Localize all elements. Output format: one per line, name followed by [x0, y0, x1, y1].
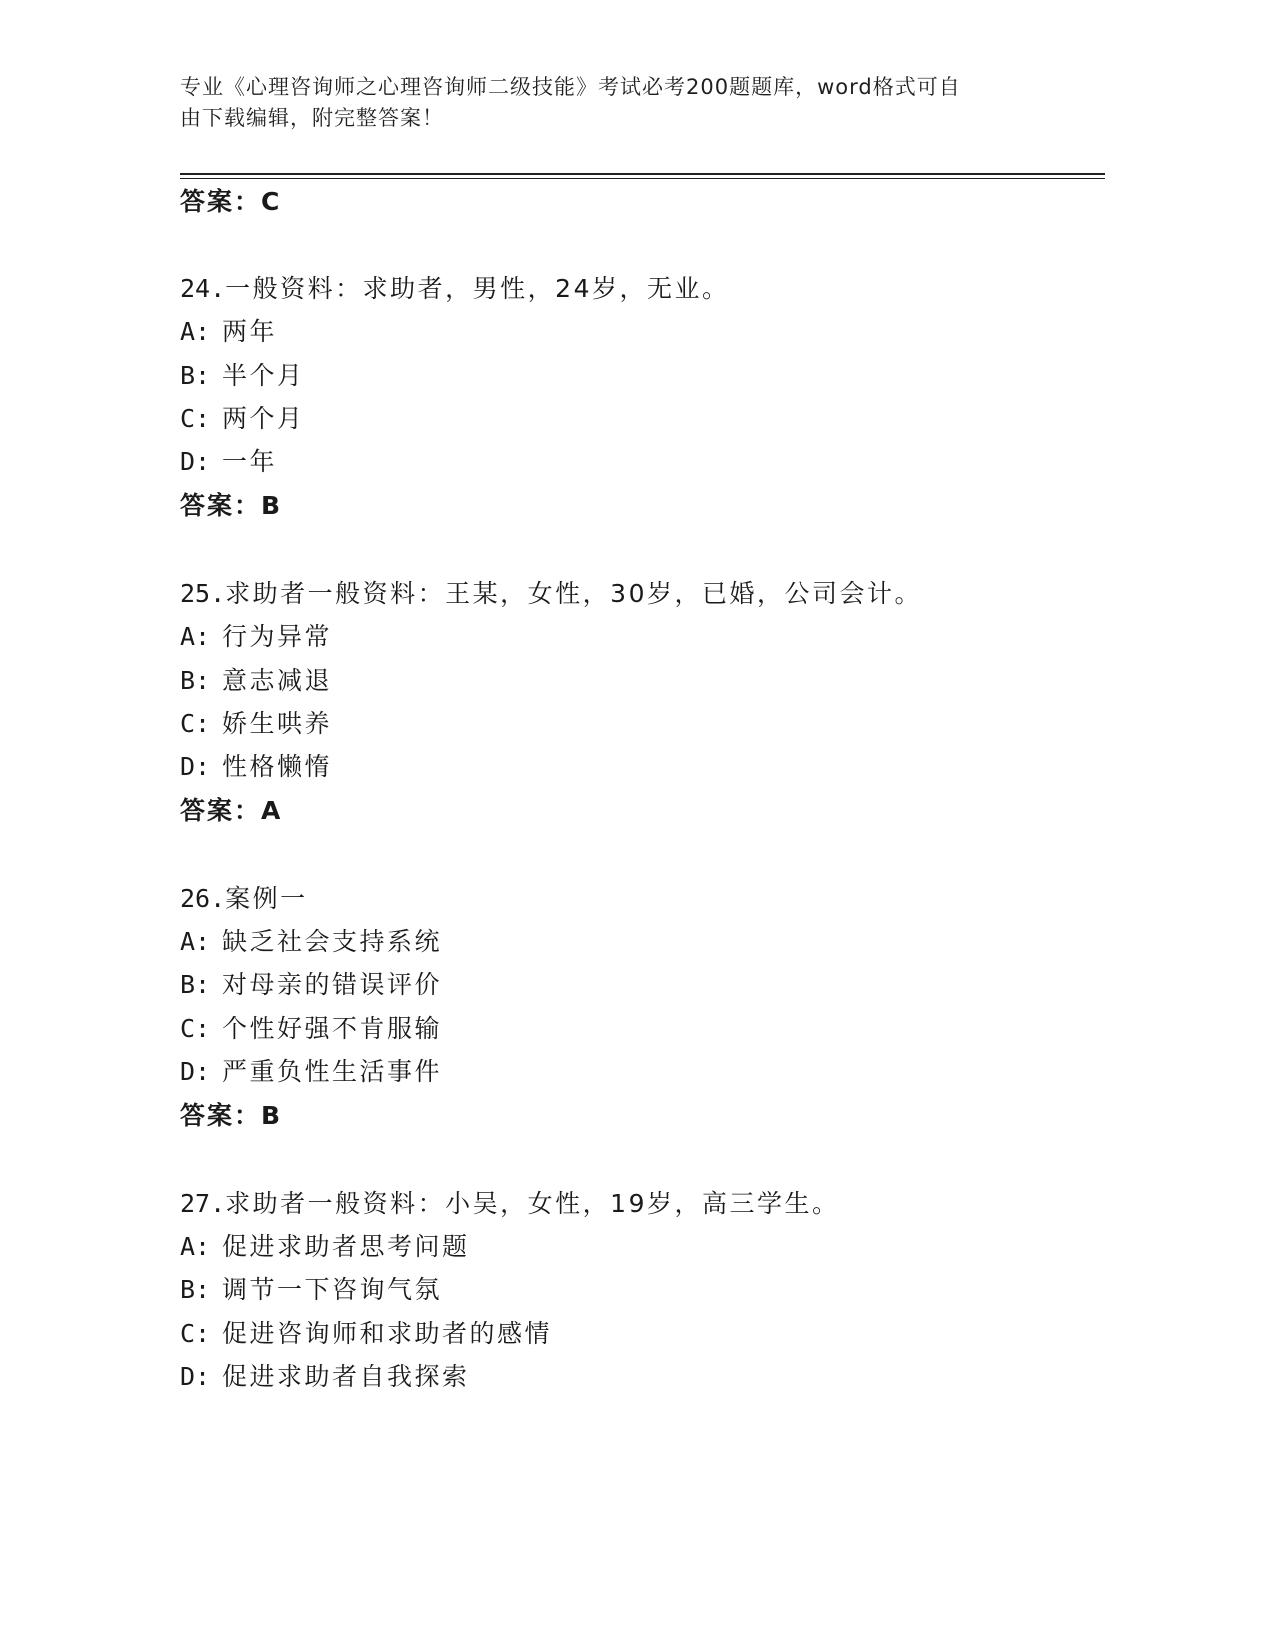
answer-line: 答案：A: [180, 796, 283, 825]
answer-line: 答案：B: [180, 1101, 283, 1130]
option-letter: A:: [180, 1232, 211, 1261]
option-b: [180, 1274, 442, 1306]
option-c: [180, 708, 332, 740]
option-d: [180, 446, 277, 478]
option-text: 娇生哄养: [222, 709, 333, 738]
option-a: [180, 316, 277, 348]
option-b: [180, 665, 332, 697]
question-text: 求助者一般资料：小吴，女性，19岁，高三学生。: [225, 1189, 840, 1218]
option-text: 性格懒惰: [222, 752, 333, 781]
question-text: 求助者一般资料：王某，女性，30岁，已婚，公司会计。: [225, 579, 922, 608]
header-divider-thick: [180, 173, 1105, 175]
option-a: [180, 926, 442, 958]
option-letter: C:: [180, 1319, 211, 1348]
option-text: 一年: [222, 447, 278, 476]
option-text: 对母亲的错误评价: [222, 970, 443, 999]
option-letter: D:: [180, 752, 211, 781]
question-27: [180, 1188, 839, 1220]
option-text: 个性好强不肯服输: [222, 1014, 443, 1043]
option-text: 缺乏社会支持系统: [222, 927, 443, 956]
option-letter: D:: [180, 1057, 211, 1086]
option-a: [180, 1231, 470, 1263]
question-25: [180, 578, 922, 610]
option-letter: B:: [180, 666, 211, 695]
option-letter: D:: [180, 1362, 211, 1391]
option-b: [180, 969, 442, 1001]
answer-line: 答案：C: [180, 187, 282, 216]
option-text: 促进求助者思考问题: [222, 1232, 470, 1261]
option-letter: B:: [180, 361, 211, 390]
option-d: [180, 1056, 442, 1088]
option-letter: A:: [180, 317, 211, 346]
option-text: 意志减退: [222, 666, 333, 695]
option-text: 严重负性生活事件: [222, 1057, 443, 1086]
option-a: [180, 621, 332, 653]
header-line-2: 由下载编辑，附完整答案！: [180, 106, 444, 130]
document-header: [180, 72, 1040, 134]
option-text: 两个月: [222, 404, 305, 433]
option-d: [180, 751, 332, 783]
option-text: 调节一下咨询气氛: [222, 1275, 443, 1304]
option-b: [180, 360, 305, 392]
option-text: 促进求助者自我探索: [222, 1362, 470, 1391]
question-number: 27.: [180, 1189, 226, 1218]
option-text: 行为异常: [222, 622, 333, 651]
option-text: 两年: [222, 317, 278, 346]
question-number: 24.: [180, 274, 226, 303]
option-c: [180, 403, 305, 435]
option-letter: A:: [180, 927, 211, 956]
option-letter: D:: [180, 447, 211, 476]
option-letter: B:: [180, 970, 211, 999]
option-letter: A:: [180, 622, 211, 651]
option-text: 促进咨询师和求助者的感情: [222, 1319, 553, 1348]
header-line-1: 专业《心理咨询师之心理咨询师二级技能》考试必考200题题库，word格式可自: [180, 75, 961, 99]
option-text: 半个月: [222, 361, 305, 390]
option-letter: C:: [180, 1014, 211, 1043]
option-letter: B:: [180, 1275, 211, 1304]
question-number: 25.: [180, 579, 226, 608]
option-letter: C:: [180, 404, 211, 433]
question-24: [180, 273, 729, 305]
question-text: 案例一: [225, 884, 308, 913]
question-text: 一般资料：求助者，男性，24岁，无业。: [225, 274, 730, 303]
option-d: [180, 1361, 470, 1393]
question-26: [180, 883, 308, 915]
answer-line: 答案：B: [180, 491, 283, 520]
option-c: [180, 1318, 552, 1350]
question-number: 26.: [180, 884, 226, 913]
option-letter: C:: [180, 709, 211, 738]
option-c: [180, 1013, 442, 1045]
header-divider-thin: [180, 178, 1105, 179]
